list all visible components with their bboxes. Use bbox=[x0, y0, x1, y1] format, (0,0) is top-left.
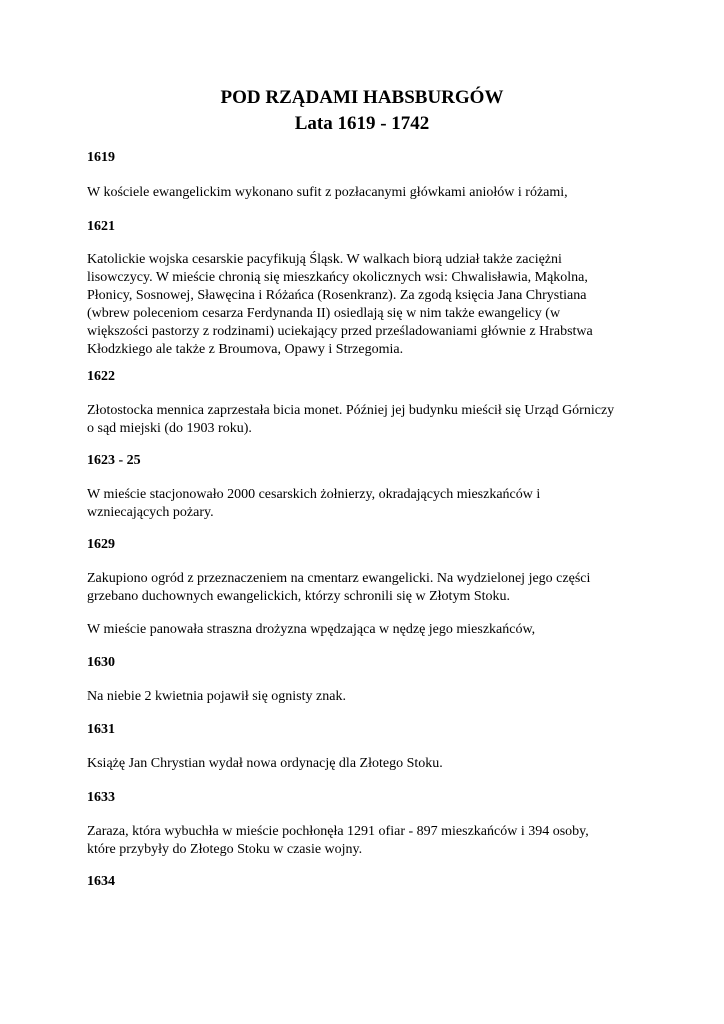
entry-paragraph bbox=[87, 755, 647, 773]
paragraph-line: Płonicy, Sosnowej, Sławęcina i Różańca (Rosenkranz). Za zgodą księcia Jana Chrystiana bbox=[87, 288, 587, 303]
paragraph-line: W kościele ewangelickim wykonano sufit z pozłacanymi główkami aniołów i różami, bbox=[87, 185, 568, 200]
entry-year: 1633 bbox=[87, 790, 115, 805]
paragraph-line: większości pastorzy z rodzinami) uciekający przed prześladowaniami głównie z Hrabstwa bbox=[87, 324, 593, 339]
paragraph-line: o sąd miejski (do 1903 roku). bbox=[87, 421, 252, 436]
paragraph-line: wzniecających pożary. bbox=[87, 505, 214, 520]
entry-year: 1634 bbox=[87, 874, 115, 889]
entry-year: 1629 bbox=[87, 537, 115, 552]
paragraph-line: lisowczycy. W mieście chronią się mieszkańcy okolicznych wsi: Chwalisławia, Mąkolna, bbox=[87, 270, 588, 285]
paragraph-line: (wbrew poleceniom cesarza Ferdynanda II) osiedlają się w nim także ewangelicy (w bbox=[87, 306, 561, 321]
paragraph-line: W mieście panowała straszna drożyzna wpędzająca w nędzę jego mieszkańców, bbox=[87, 622, 536, 637]
paragraph-line: grzebano duchownych ewangelickich, którzy schronili się w Złotym Stoku. bbox=[87, 589, 511, 604]
entry-paragraph bbox=[87, 621, 647, 639]
entry-year: 1630 bbox=[87, 655, 115, 670]
document-title: POD RZĄDAMI HABSBURGÓW bbox=[220, 87, 504, 108]
entry-paragraph bbox=[87, 402, 647, 438]
entry-year: 1621 bbox=[87, 219, 115, 234]
paragraph-line: Zakupiono ogród z przeznaczeniem na cmentarz ewangelicki. Na wydzielonej jego części bbox=[87, 571, 591, 586]
paragraph-line: Katolickie wojska cesarskie pacyfikują Śląsk. W walkach biorą udział także zaciężni bbox=[87, 252, 562, 267]
paragraph-line: Zaraza, która wybuchła w mieście pochłonęła 1291 ofiar - 897 mieszkańców i 394 osoby, bbox=[87, 824, 589, 839]
paragraph-line: Złotostocka mennica zaprzestała bicia monet. Później jej budynku mieścił się Urząd Górniczy bbox=[87, 403, 615, 418]
entry-year: 1631 bbox=[87, 722, 115, 737]
paragraph-line: Na niebie 2 kwietnia pojawił się ognisty znak. bbox=[87, 689, 346, 704]
entry-paragraph bbox=[87, 184, 647, 202]
entry-paragraph bbox=[87, 486, 647, 522]
entry-paragraph bbox=[87, 688, 647, 706]
entry-paragraph bbox=[87, 251, 647, 359]
document-subtitle: Lata 1619 - 1742 bbox=[294, 113, 430, 134]
paragraph-line: które przybyły do Złotego Stoku w czasie wojny. bbox=[87, 842, 363, 857]
paragraph-line: W mieście stacjonowało 2000 cesarskich żołnierzy, okradających mieszkańców i bbox=[87, 487, 541, 502]
entry-paragraph bbox=[87, 823, 647, 859]
entry-year: 1619 bbox=[87, 150, 115, 165]
entry-year: 1623 - 25 bbox=[87, 453, 141, 468]
entry-paragraph bbox=[87, 570, 647, 606]
paragraph-line: Książę Jan Chrystian wydał nowa ordynację dla Złotego Stoku. bbox=[87, 756, 443, 771]
paragraph-line: Kłodzkiego ale także z Broumova, Opawy i Strzegomia. bbox=[87, 342, 404, 357]
entry-year: 1622 bbox=[87, 369, 115, 384]
